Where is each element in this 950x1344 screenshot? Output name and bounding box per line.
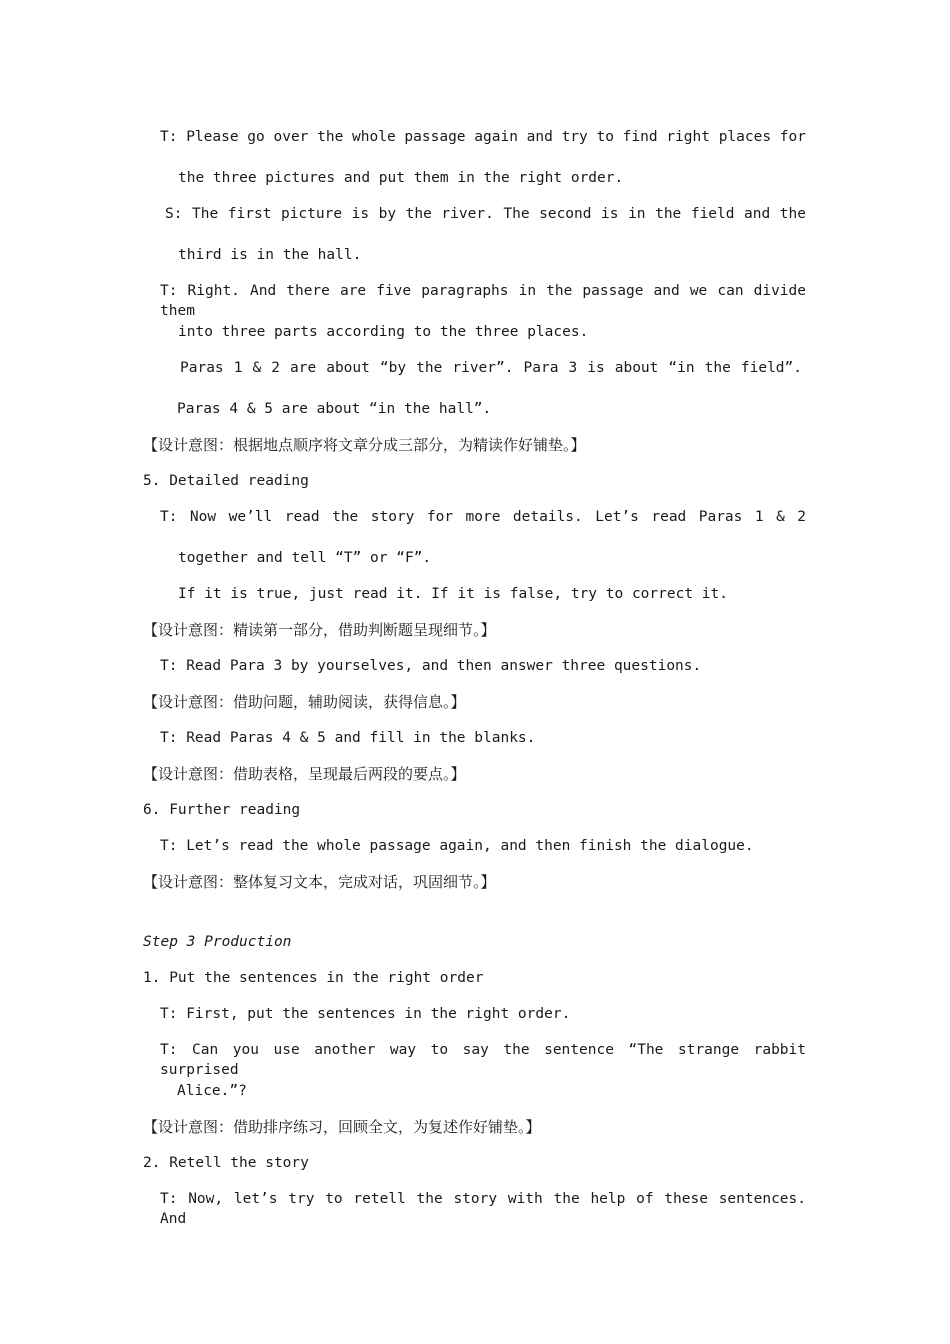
dialogue-line: T: First, put the sentences in the right order. — [160, 1006, 571, 1022]
design-intent-note: 【设计意图：整体复习文本，完成对话，巩固细节。】 — [143, 873, 496, 891]
dialogue-line: T: Let’s read the whole passage again, and then finish the dialogue. — [160, 838, 754, 854]
dialogue-line: If it is true, just read it. If it is false, try to correct it. — [178, 586, 728, 602]
dialogue-line: T: Read Paras 4 & 5 and fill in the blanks. — [160, 730, 536, 746]
design-intent-note: 【设计意图：借助表格，呈现最后两段的要点。】 — [143, 765, 466, 783]
design-intent-note: 【设计意图：根据地点顺序将文章分成三部分，为精读作好铺垫。】 — [143, 436, 586, 454]
design-intent-note: 【设计意图：借助排序练习，回顾全文，为复述作好铺垫。】 — [143, 1118, 541, 1136]
section-heading: 1. Put the sentences in the right order — [143, 970, 484, 986]
dialogue-line: the three pictures and put them in the right order. — [178, 170, 624, 186]
dialogue-line: S: The first picture is by the river. The second is in the field and the — [165, 206, 806, 222]
dialogue-line: T: Right. And there are five paragraphs in the passage and we can divide them — [160, 283, 806, 319]
dialogue-line: Paras 1 & 2 are about “by the river”. Para 3 is about “in the field”. — [180, 360, 802, 376]
dialogue-line: third is in the hall. — [178, 247, 362, 263]
dialogue-line: Alice.”? — [177, 1083, 247, 1099]
dialogue-line: T: Read Para 3 by yourselves, and then answer three questions. — [160, 658, 702, 674]
dialogue-line: T: Please go over the whole passage again and try to find right places for — [160, 129, 807, 145]
dialogue-line: together and tell “T” or “F”. — [178, 550, 432, 566]
dialogue-line: Paras 4 & 5 are about “in the hall”. — [177, 401, 492, 417]
design-intent-note: 【设计意图：精读第一部分，借助判断题呈现细节。】 — [143, 621, 496, 639]
section-heading: 2. Retell the story — [143, 1155, 309, 1171]
step-heading: Step 3 Production — [143, 934, 292, 950]
design-intent-note: 【设计意图：借助问题，辅助阅读，获得信息。】 — [143, 693, 466, 711]
dialogue-line: into three parts according to the three places. — [178, 324, 589, 340]
dialogue-line: T: Can you use another way to say the sentence “The strange rabbit surprised — [160, 1042, 806, 1078]
section-heading: 6. Further reading — [143, 802, 301, 818]
dialogue-line: T: Now we’ll read the story for more details. Let’s read Paras 1 & 2 — [160, 509, 806, 525]
dialogue-line: T: Now, let’s try to retell the story with the help of these sentences. And — [160, 1191, 806, 1227]
section-heading: 5. Detailed reading — [143, 473, 309, 489]
